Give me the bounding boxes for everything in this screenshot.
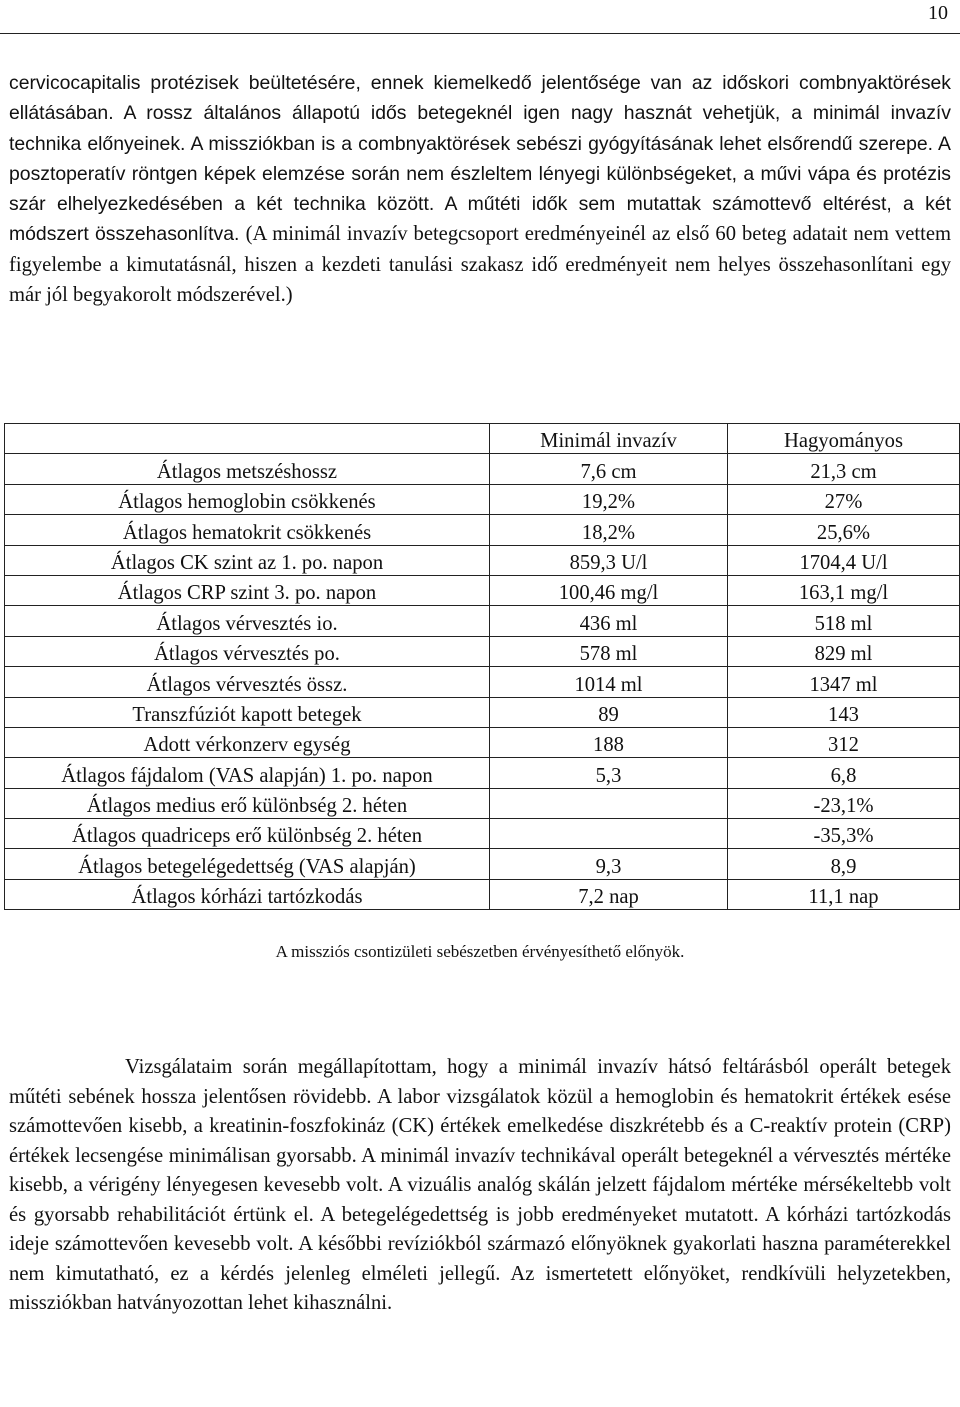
metric-cell: Átlagos CRP szint 3. po. napon: [5, 575, 490, 605]
traditional-cell: 312: [728, 727, 960, 757]
metric-cell: Átlagos fájdalom (VAS alapján) 1. po. napon: [5, 758, 490, 788]
metric-cell: Átlagos metszéshossz: [5, 454, 490, 484]
minimal-invasive-cell: [490, 788, 728, 818]
minimal-invasive-cell: 18,2%: [490, 515, 728, 545]
traditional-cell: 8,9: [728, 849, 960, 879]
traditional-cell: 829 ml: [728, 636, 960, 666]
table-row: [5, 727, 960, 757]
table-row: [5, 484, 960, 514]
comparison-table: [4, 423, 960, 910]
table-row: [5, 515, 960, 545]
table-caption: A missziós csontizületi sebészetben érvényesíthető előnyök.: [275, 942, 685, 961]
table-row: [5, 879, 960, 909]
traditional-cell: 518 ml: [728, 606, 960, 636]
minimal-invasive-cell: 19,2%: [490, 484, 728, 514]
traditional-cell: 21,3 cm: [728, 454, 960, 484]
intro-paragraph-sans-text: cervicocapitalis protézisek beültetésére, ennek kiemelkedő jelentősége van az időskori combnyaktörések ellátásában. A rossz általános állapotú idős betegeknél igen nagy hasznát vehetjük, a minimál invazív technika előnyeinek. A missziókban is a combnyaktörések sebészi gyógyításának lehet elsőrendű szerepe. A posztoperatív röntgen képek elemzése során nem észleltem lényegi különbségeket, a művi vápa és protézis szár elhelyezkedésében a két technika között. A műtéti idők sem mutattak számottevő eltérést, a két módszert összehasonlítva.: [9, 72, 951, 246]
minimal-invasive-cell: 436 ml: [490, 606, 728, 636]
traditional-cell: 1704,4 U/l: [728, 545, 960, 575]
intro-paragraph-serif-text: (A minimál invazív betegcsoport eredményeinél az első 60 beteg adatait nem vettem figyelembe a kimutatásnál, hiszen a kezdeti tanulási szakasz idő eredményeit nem helyes összehasonlítani egy már jól begyakorolt módszerével.): [9, 223, 951, 307]
header-cell-minimal-invasive: Minimál invazív: [490, 424, 728, 454]
metric-cell: Átlagos hematokrit csökkenés: [5, 515, 490, 545]
header-rule: [0, 33, 960, 34]
table-row: [5, 606, 960, 636]
metric-cell: Átlagos CK szint az 1. po. napon: [5, 545, 490, 575]
metric-cell: Átlagos kórházi tartózkodás: [5, 879, 490, 909]
table-row: [5, 575, 960, 605]
table-row: [5, 849, 960, 879]
table-row: [5, 788, 960, 818]
minimal-invasive-cell: 578 ml: [490, 636, 728, 666]
table-row: [5, 697, 960, 727]
table-header-row: [5, 424, 960, 454]
metric-cell: Átlagos medius erő különbség 2. héten: [5, 788, 490, 818]
traditional-cell: -35,3%: [728, 819, 960, 849]
metric-cell: Átlagos vérvesztés össz.: [5, 667, 490, 697]
traditional-cell: 163,1 mg/l: [728, 575, 960, 605]
page-number: 10: [928, 2, 948, 24]
metric-cell: Adott vérkonzerv egység: [5, 727, 490, 757]
table-row: [5, 545, 960, 575]
table-row: [5, 454, 960, 484]
table-row: [5, 819, 960, 849]
traditional-cell: 1347 ml: [728, 667, 960, 697]
header-cell-empty: [5, 424, 490, 454]
traditional-cell: 27%: [728, 484, 960, 514]
metric-cell: Transzfúziót kapott betegek: [5, 697, 490, 727]
metric-cell: Átlagos quadriceps erő különbség 2. héten: [5, 819, 490, 849]
conclusion-paragraph: Vizsgálataim során megállapítottam, hogy a minimál invazív hátsó feltárásból operált betegek műtéti sebének hossza jelentősen rövidebb. A labor vizsgálatok közül a hemoglobin és hematokrit értékek esése számottevően kisebb, a kreatinin-foszfokináz (CK) értékek emelkedése diszkrétebb és a C-reaktív protein (CRP) értékek lecsengése minimálisan gyorsabb. A minimál invazív technikával operált betegeknél a vérvesztés mértéke kisebb, a vérigény lényegesen kevesebb volt. A vizuális analóg skálán jelzett fájdalom mértéke mérsékeltebb volt és gyorsabb rehabilitációt értünk el. A betegelégedettség is jobb eredményeket mutatott. A kórházi tartózkodás ideje számottevően kevesebb volt. A későbbi revíziókból származó előnyöknek gyakorlati haszna paraméterekkel nem kimutatható, ez a kérdés jelenleg elméleti jellegű. Az ismertetett előnyöket, rendkívüli helyzetekben, missziókban hatványozottan lehet kihasználni.: [9, 1056, 951, 1314]
minimal-invasive-cell: 859,3 U/l: [490, 545, 728, 575]
minimal-invasive-cell: 188: [490, 727, 728, 757]
traditional-cell: 25,6%: [728, 515, 960, 545]
minimal-invasive-cell: 5,3: [490, 758, 728, 788]
minimal-invasive-cell: 1014 ml: [490, 667, 728, 697]
table-row: [5, 667, 960, 697]
table-row: [5, 758, 960, 788]
minimal-invasive-cell: 7,2 nap: [490, 879, 728, 909]
metric-cell: Átlagos hemoglobin csökkenés: [5, 484, 490, 514]
metric-cell: Átlagos vérvesztés po.: [5, 636, 490, 666]
comparison-table-body: [5, 424, 960, 910]
traditional-cell: 11,1 nap: [728, 879, 960, 909]
table-row: [5, 636, 960, 666]
minimal-invasive-cell: 89: [490, 697, 728, 727]
traditional-cell: 6,8: [728, 758, 960, 788]
minimal-invasive-cell: 100,46 mg/l: [490, 575, 728, 605]
metric-cell: Átlagos vérvesztés io.: [5, 606, 490, 636]
minimal-invasive-cell: [490, 819, 728, 849]
intro-paragraph: [9, 68, 951, 310]
traditional-cell: -23,1%: [728, 788, 960, 818]
minimal-invasive-cell: 9,3: [490, 849, 728, 879]
minimal-invasive-cell: 7,6 cm: [490, 454, 728, 484]
header-cell-traditional: Hagyományos: [728, 424, 960, 454]
metric-cell: Átlagos betegelégedettség (VAS alapján): [5, 849, 490, 879]
traditional-cell: 143: [728, 697, 960, 727]
